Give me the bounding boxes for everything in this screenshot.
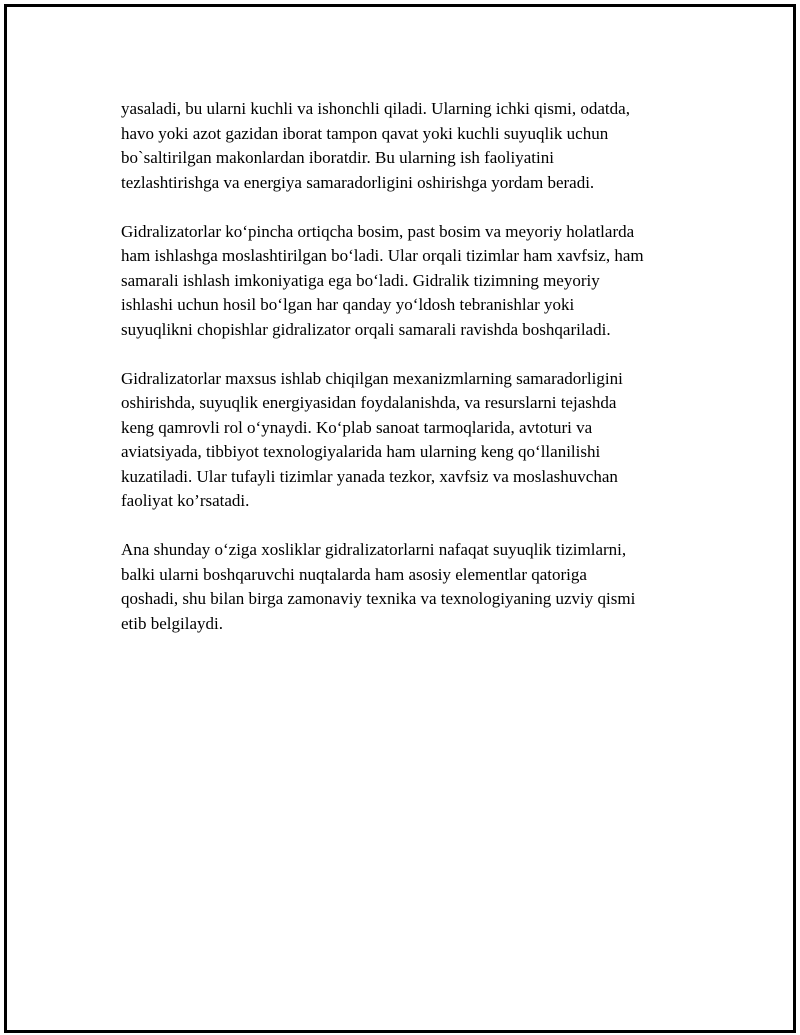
text-line: qoshadi, shu bilan birga zamonaviy texnika va texnologiyaning uzviy qismi — [121, 589, 636, 608]
paragraph-1 — [121, 97, 721, 195]
text-line: ham ishlashga moslashtirilgan bo‘ladi. Ular orqali tizimlar ham xavfsiz, ham — [121, 246, 644, 265]
text-line: bo`saltirilgan makonlardan iboratdir. Bu ularning ish faoliyatini — [121, 148, 554, 167]
paragraph-4 — [121, 538, 721, 636]
document-body — [121, 97, 721, 661]
text-line: yasaladi, bu ularni kuchli va ishonchli qiladi. Ularning ichki qismi, odatda, — [121, 99, 630, 118]
paragraph-2 — [121, 220, 721, 343]
page-border — [4, 4, 796, 1033]
text-line: balki ularni boshqaruvchi nuqtalarda ham asosiy elementlar qatoriga — [121, 564, 587, 584]
text-line: etib belgilaydi. — [121, 613, 223, 633]
text-line: Gidralizatorlar maxsus ishlab chiqilgan mexanizmlarning samaradorligini — [121, 368, 623, 388]
text-line: Gidralizatorlar ko‘pincha ortiqcha bosim, past bosim va meyoriy holatlarda — [121, 221, 635, 241]
text-line: suyuqlikni chopishlar gidralizator orqali samarali ravishda boshqariladi. — [121, 319, 611, 339]
text-line: oshirishda, suyuqlik energiyasidan foydalanishda, va resurslarni tejashda — [121, 393, 617, 412]
text-line: tezlashtirishga va energiya samaradorligini oshirishga yordam beradi. — [121, 172, 595, 192]
text-line: ishlashi uchun hosil bo‘lgan har qanday yo‘ldosh tebranishlar yoki — [121, 295, 575, 314]
text-line: aviatsiyada, tibbiyot texnologiyalarida ham ularning keng qo‘llanilishi — [121, 442, 601, 461]
text-line: havo yoki azot gazidan iborat tampon qavat yoki kuchli suyuqlik uchun — [121, 123, 609, 143]
paragraph-3 — [121, 367, 721, 514]
text-line: samarali ishlash imkoniyatiga ega bo‘ladi. Gidralik tizimning meyoriy — [121, 270, 600, 290]
text-line: kuzatiladi. Ular tufayli tizimlar yanada tezkor, xavfsiz va moslashuvchan — [121, 466, 618, 486]
text-line: faoliyat ko’rsatadi. — [121, 491, 250, 510]
text-line: keng qamrovli rol o‘ynaydi. Ko‘plab sanoat tarmoqlarida, avtoturi va — [121, 417, 593, 437]
text-line: Ana shunday o‘ziga xosliklar gidralizatorlarni nafaqat suyuqlik tizimlarni, — [121, 540, 627, 559]
